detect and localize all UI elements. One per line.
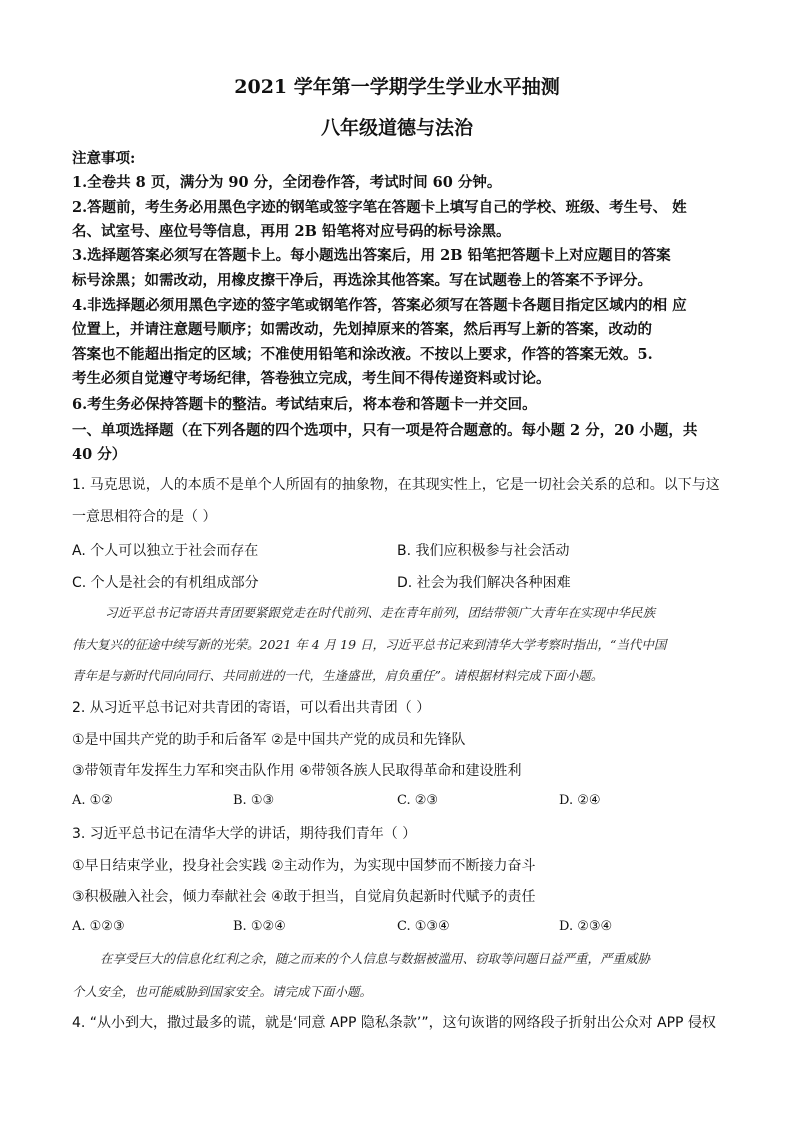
- notice-line: 位置上，并请注意题号顺序；如需改动，先划掉原来的答案，然后再写上新的答案，改动的: [72, 321, 652, 338]
- question-1-stem-cont: 一意思相符合的是（ ）: [72, 509, 217, 525]
- notice-heading: 注意事项:: [72, 150, 136, 167]
- question-1-option-d: D. 社会为我们解决各种困难: [397, 575, 571, 591]
- question-2-statement: ①是中国共产党的助手和后备军 ②是中国共产党的成员和先锋队: [72, 732, 466, 748]
- material-2-line: 个人安全，也可能威胁到国家安全。请完成下面小题。: [72, 984, 373, 999]
- exam-subject: 八年级道德与法治: [320, 117, 473, 139]
- material-1-line: 习近平总书记寄语共青团要紧跟党走在时代前列、走在青年前列，团结带领广大青年在实现中华民族: [105, 605, 656, 620]
- question-3-stem: 3. 习近平总书记在清华大学的讲话，期待我们青年（ ）: [72, 826, 417, 842]
- notice-line: 名、试室号、座位号等信息，再用 2B 铅笔将对应号码的标号涂黑。: [72, 223, 511, 240]
- question-1-stem: 1. 马克思说，人的本质不是单个人所固有的抽象物，在其现实性上，它是一切社会关系的总和。以下与这: [72, 477, 720, 493]
- question-2-option-a: A. ①②: [72, 793, 113, 808]
- material-2-line: 在享受巨大的信息化红利之余，随之而来的个人信息与数据被滥用、窃取等问题日益严重，严重威胁: [100, 951, 651, 966]
- notice-line: 1.全卷共 8 页，满分为 90 分，全闭卷作答，考试时间 60 分钟。: [72, 174, 502, 191]
- notice-line: 3.选择题答案必须写在答题卡上。每小题选出答案后，用 2B 铅笔把答题卡上对应题目的答案: [72, 247, 671, 264]
- question-4-stem: 4. “从小到大，撒过最多的谎，就是‘同意 APP 隐私条款’”，这句诙谐的网络段子折射出公众对 APP 侵权: [72, 1015, 716, 1031]
- material-1-line: 青年是与新时代同向同行、共同前进的一代，生逢盛世，肩负重任”。请根据材料完成下面小题。: [72, 668, 604, 683]
- question-2-option-d: D. ②④: [559, 793, 601, 808]
- question-3-statement: ③积极融入社会，倾力奉献社会 ④敢于担当，自觉肩负起新时代赋予的责任: [72, 889, 536, 905]
- notice-line: 答案也不能超出指定的区域；不准使用铅笔和涂改液。不按以上要求，作答的答案无效。5.: [72, 346, 653, 363]
- section-heading: 一、单项选择题（在下列各题的四个选项中，只有一项是符合题意的。每小题 2 分，20 小题，共: [72, 422, 698, 439]
- question-2-option-b: B. ①③: [233, 793, 275, 808]
- notice-line: 4.非选择题必须用黑色字迹的签字笔或钢笔作答，答案必须写在答题卡各题目指定区域内的相 应: [72, 297, 687, 314]
- notice-line: 2.答题前，考生务必用黑色字迹的钢笔或签字笔在答题卡上填写自己的学校、班级、考生号、 姓: [72, 199, 687, 216]
- question-3-option-d: D. ②③④: [559, 919, 613, 934]
- question-3-option-c: C. ①③④: [397, 919, 450, 934]
- material-1-line: 伟大复兴的征途中续写新的光荣。2021 年 4 月 19 日，习近平总书记来到清华大学考察时指出，“当代中国: [72, 637, 667, 652]
- notice-line: 6.考生务必保持答题卡的整洁。考试结束后，将本卷和答题卡一并交回。: [72, 396, 537, 413]
- question-1-option-b: B. 我们应积极参与社会活动: [397, 543, 570, 559]
- section-heading-cont: 40 分）: [72, 446, 127, 463]
- question-1-option-c: C. 个人是社会的有机组成部分: [72, 575, 259, 591]
- question-3-option-a: A. ①②③: [72, 919, 125, 934]
- exam-title: 2021 学年第一学期学生学业水平抽测: [234, 76, 560, 98]
- notice-line: 考生必须自觉遵守考场纪律，答卷独立完成，考生间不得传递资料或讨论。: [72, 370, 551, 387]
- question-3-statement: ①早日结束学业，投身社会实践 ②主动作为，为实现中国梦而不断接力奋斗: [72, 858, 536, 874]
- question-2-stem: 2. 从习近平总书记对共青团的寄语，可以看出共青团（ ）: [72, 700, 431, 716]
- question-1-option-a: A. 个人可以独立于社会而存在: [72, 543, 259, 559]
- question-2-option-c: C. ②③: [397, 793, 439, 808]
- question-2-statement: ③带领青年发挥生力军和突击队作用 ④带领各族人民取得革命和建设胜利: [72, 763, 522, 779]
- notice-line: 标号涂黑；如需改动，用橡皮擦干净后，再选涂其他答案。写在试题卷上的答案不予评分。: [72, 272, 652, 289]
- question-3-option-b: B. ①②④: [233, 919, 286, 934]
